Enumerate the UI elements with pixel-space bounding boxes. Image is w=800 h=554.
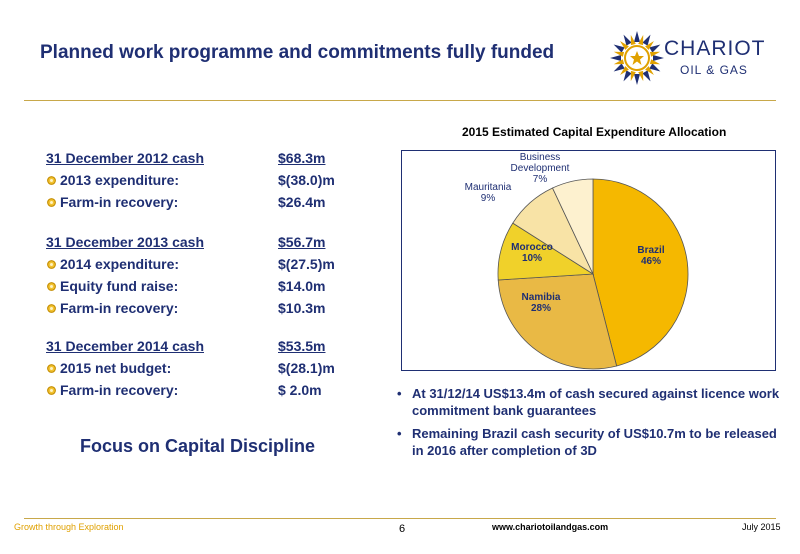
cash-row-value: $10.3m <box>278 300 326 316</box>
note-text: Remaining Brazil cash security of US$10.7m to be released in 2016 after completion of 3D <box>412 426 777 458</box>
note-bullet: • <box>397 426 402 441</box>
cash-row-item <box>46 278 386 298</box>
cash-row-item <box>46 382 386 402</box>
cash-row-value: $53.5m <box>278 338 326 354</box>
cash-row-value: $(28.1)m <box>278 360 335 376</box>
footer-tagline: Growth through Exploration <box>14 522 124 532</box>
logo-subtitle: OIL & GAS <box>680 63 748 77</box>
footer-date: July 2015 <box>742 522 781 532</box>
cash-row-item <box>46 300 386 320</box>
cash-row-label: 2013 expenditure: <box>60 172 180 188</box>
focus-statement: Focus on Capital Discipline <box>80 436 316 456</box>
cash-row-value: $ 2.0m <box>278 382 322 398</box>
gold-sun-bullet-icon <box>46 259 57 270</box>
gold-sun-bullet-icon <box>46 385 57 396</box>
pie-value-label: 7% <box>532 174 548 185</box>
cash-row-heading <box>46 150 386 170</box>
cash-row-value: $56.7m <box>278 234 326 250</box>
cash-row-heading <box>46 234 386 254</box>
pie-value-label: 9% <box>480 193 496 204</box>
sun-wheel-logo-icon <box>607 28 667 94</box>
pie-label: Namibia <box>521 292 561 303</box>
pie-label: Development <box>510 163 570 174</box>
header-divider <box>24 100 776 101</box>
cash-row-value: $(27.5)m <box>278 256 335 272</box>
cash-row-value: $68.3m <box>278 150 326 166</box>
pie-value-label: 28% <box>530 303 552 314</box>
note-item <box>397 385 787 421</box>
cash-row-label: Farm-in recovery: <box>60 382 179 398</box>
cash-row-label: 31 December 2013 cash <box>46 234 204 250</box>
gold-sun-bullet-icon <box>46 363 57 374</box>
cash-row-value: $26.4m <box>278 194 326 210</box>
gold-sun-bullet-icon <box>46 281 57 292</box>
cash-row-label: 31 December 2014 cash <box>46 338 204 354</box>
note-bullet: • <box>397 386 402 401</box>
gold-sun-bullet-icon <box>46 197 57 208</box>
pie-label: Mauritania <box>464 182 512 193</box>
pie-label: Brazil <box>637 245 665 256</box>
cash-row-value: $(38.0)m <box>278 172 335 188</box>
pie-label: Morocco <box>511 242 553 253</box>
footer-divider <box>24 518 776 519</box>
pie-value-label: 46% <box>640 256 662 267</box>
pie-chart <box>401 150 776 371</box>
pie-value-label: 10% <box>521 253 543 264</box>
page-number: 6 <box>399 523 406 535</box>
cash-row-label: 2014 expenditure: <box>60 256 180 272</box>
cash-row-label: Farm-in recovery: <box>60 194 179 210</box>
cash-row-label: 31 December 2012 cash <box>46 150 204 166</box>
note-item <box>397 425 787 461</box>
chart-title: 2015 Estimated Capital Expenditure Allocation <box>462 125 727 139</box>
cash-row-value: $14.0m <box>278 278 326 294</box>
cash-row-label: Farm-in recovery: <box>60 300 179 316</box>
cash-row-item <box>46 172 386 192</box>
pie-label: Business <box>519 152 561 163</box>
gold-sun-bullet-icon <box>46 303 57 314</box>
note-text: At 31/12/14 US$13.4m of cash secured against licence work commitment bank guarantees <box>412 386 780 418</box>
cash-row-item <box>46 256 386 276</box>
cash-row-item <box>46 360 386 380</box>
cash-row-heading <box>46 338 386 358</box>
gold-sun-bullet-icon <box>46 175 57 186</box>
footer-url: www.chariotoilandgas.com <box>492 522 609 532</box>
cash-row-item <box>46 194 386 214</box>
cash-row-label: Equity fund raise: <box>60 278 179 294</box>
cash-row-label: 2015 net budget: <box>60 360 172 376</box>
cash-summary <box>46 150 386 400</box>
logo-wordmark: CHARIOT <box>664 37 766 60</box>
page-title: Planned work programme and commitments fully funded <box>40 42 555 63</box>
